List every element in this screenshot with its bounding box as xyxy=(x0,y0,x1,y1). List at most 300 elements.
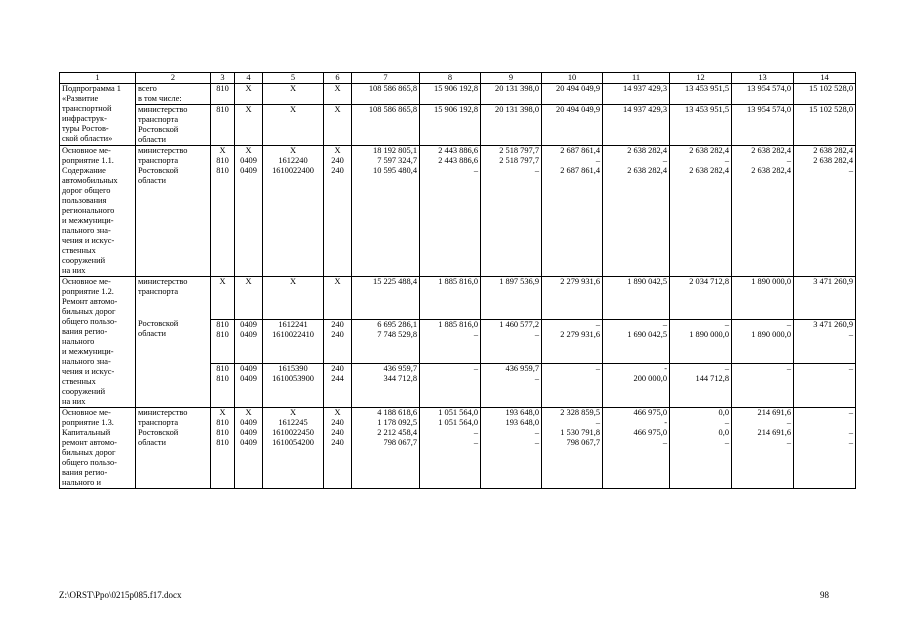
value-line: 2 279 931,6 xyxy=(560,329,600,339)
value-line: 0409 xyxy=(240,438,257,447)
value-cell-c8 xyxy=(420,277,481,320)
program-name-line: «Развитие xyxy=(62,94,99,103)
value-cell-c9 xyxy=(481,105,542,146)
value-line: X xyxy=(289,84,297,93)
program-name-line: и межмуници- xyxy=(62,347,114,356)
value-cell-c12 xyxy=(670,408,732,489)
table-row xyxy=(60,319,856,363)
value-line: 1610022410 xyxy=(272,329,314,339)
value-cell-c11 xyxy=(603,105,670,146)
value-line: 2 638 282,4 xyxy=(751,166,791,175)
value-cell-c10 xyxy=(542,363,603,407)
program-name-cell xyxy=(60,277,136,408)
value-line: X xyxy=(289,146,297,155)
value-cell-c7 xyxy=(352,146,420,277)
value-cell-c4 xyxy=(235,146,263,277)
value-line: 240 xyxy=(331,319,344,329)
value-line: 2 518 797,7 xyxy=(499,156,539,165)
value-line: 810 xyxy=(216,166,229,175)
footer-file-path: Z:\ORST\Ppo\0215p085.f17.docx xyxy=(59,590,182,600)
value-cell-c6 xyxy=(324,84,352,105)
value-line: 3 471 260,9 xyxy=(813,319,853,329)
executor-line: министерство xyxy=(138,105,188,114)
table-row xyxy=(60,84,856,105)
value-line: 2 638 282,4 xyxy=(813,156,853,165)
value-line: 20 494 049,9 xyxy=(556,105,600,114)
value-line: – xyxy=(473,166,478,175)
value-line: 20 131 398,0 xyxy=(495,105,539,114)
value-cell-c9 xyxy=(481,84,542,105)
value-line: 13 954 574,0 xyxy=(747,84,791,93)
value-line: – xyxy=(534,373,539,383)
value-line: 1 690 042,5 xyxy=(627,329,667,339)
column-header: 10 xyxy=(542,73,603,84)
value-cell-c12 xyxy=(670,319,732,363)
value-cell-c11 xyxy=(603,277,670,320)
value-line: 14 937 429,3 xyxy=(623,84,667,93)
value-cell-c10 xyxy=(542,84,603,105)
value-line: 108 586 865,8 xyxy=(368,84,417,93)
value-line: 1 885 816,0 xyxy=(438,319,478,329)
value-cell-c13 xyxy=(732,408,794,489)
value-line: 1615390 xyxy=(278,363,308,373)
value-line: 193 648,0 xyxy=(505,408,539,417)
value-line: 0409 xyxy=(240,418,257,427)
value-line: 2 279 931,6 xyxy=(560,277,600,286)
value-line: 1610022450 xyxy=(272,428,314,437)
value-line: X xyxy=(289,408,297,417)
value-line: 1 897 536,9 xyxy=(499,277,539,286)
value-line: 798 067,7 xyxy=(566,438,600,447)
value-line: 240 xyxy=(331,438,344,447)
value-cell-c3 xyxy=(211,277,235,320)
value-line: 15 102 528,0 xyxy=(809,105,853,114)
value-line: 1 890 000,0 xyxy=(751,277,791,286)
table-row xyxy=(60,146,856,277)
value-cell-c9 xyxy=(481,277,542,320)
value-cell-c14 xyxy=(794,363,856,407)
value-line: 15 225 488,4 xyxy=(373,277,417,286)
value-line: 2 443 886,6 xyxy=(438,156,478,165)
executor-line: Ростовской xyxy=(138,428,179,437)
value-line: 436 959,7 xyxy=(505,363,539,373)
value-cell-c9 xyxy=(481,319,542,363)
program-name-line: ственных xyxy=(62,246,96,255)
executor-cell xyxy=(136,84,211,105)
executor-line: транспорта xyxy=(138,156,179,165)
value-cell-c5 xyxy=(263,84,324,105)
value-line: 810 xyxy=(216,418,229,427)
value-line: 1610022400 xyxy=(272,166,314,175)
value-cell-c4 xyxy=(235,84,263,105)
program-name-line: туры Ростов- xyxy=(62,124,109,133)
value-cell-c3 xyxy=(211,84,235,105)
value-cell-c4 xyxy=(235,319,263,363)
value-line: – xyxy=(786,438,791,447)
value-line: – xyxy=(848,428,853,437)
value-cell-c13 xyxy=(732,363,794,407)
program-name-line: транспортной xyxy=(62,104,112,113)
value-line: X xyxy=(219,146,226,155)
program-name-line: общего пользо- xyxy=(62,458,117,467)
value-line: – xyxy=(473,438,478,447)
program-name-line: нального xyxy=(62,337,95,346)
value-line xyxy=(796,374,853,384)
value-cell-c12 xyxy=(670,146,732,277)
value-line: 1 885 816,0 xyxy=(438,277,478,286)
value-cell-c8 xyxy=(420,84,481,105)
value-cell-c8 xyxy=(420,146,481,277)
value-cell-c4 xyxy=(235,363,263,407)
executor-line: области xyxy=(138,176,166,185)
value-line: 240 xyxy=(331,418,344,427)
program-name-cell xyxy=(60,146,136,277)
value-line xyxy=(796,418,853,428)
value-line: 2 638 282,4 xyxy=(813,146,853,155)
program-name-line: общего пользо- xyxy=(62,317,117,326)
value-cell-c11 xyxy=(603,363,670,407)
value-line: 1612245 xyxy=(278,418,308,427)
page-number: 98 xyxy=(820,590,829,600)
value-line: 2 687 861,4 xyxy=(560,166,600,175)
value-line: 0409 xyxy=(240,363,257,373)
executor-line: транспорта xyxy=(138,115,179,124)
value-line xyxy=(544,374,600,384)
value-cell-c7 xyxy=(352,408,420,489)
value-cell-c12 xyxy=(670,105,732,146)
value-cell-c6 xyxy=(324,408,352,489)
program-name-line: на них xyxy=(62,397,86,406)
value-line: – xyxy=(724,418,729,427)
value-line: – xyxy=(473,363,478,373)
value-line: X xyxy=(245,277,252,286)
value-line: – xyxy=(848,363,853,373)
value-line: 810 xyxy=(216,438,229,447)
column-header: 4 xyxy=(235,73,263,84)
value-line: – xyxy=(473,329,478,339)
value-line: 13 453 951,5 xyxy=(685,84,729,93)
value-line xyxy=(734,374,791,384)
program-name-line: роприятие 1.3. xyxy=(62,418,114,427)
executor-line: области xyxy=(138,135,166,144)
value-line: – xyxy=(595,156,600,165)
executor-line: Ростовской xyxy=(138,166,179,175)
value-line: 1 890 042,5 xyxy=(627,277,667,286)
value-line: 1610053900 xyxy=(272,373,314,383)
value-line: 240 xyxy=(331,428,344,437)
value-line: 466 975,0 xyxy=(633,408,667,417)
value-line: 1 178 092,5 xyxy=(377,418,417,427)
value-line: – xyxy=(848,438,853,447)
budget-table xyxy=(59,72,856,489)
value-line: 13 954 574,0 xyxy=(747,105,791,114)
executor-line: всего xyxy=(138,84,157,93)
value-cell-c13 xyxy=(732,319,794,363)
value-line: 466 975,0 xyxy=(633,428,667,437)
column-header: 6 xyxy=(324,73,352,84)
value-line: 2 212 458,4 xyxy=(377,428,417,437)
value-line: 20 131 398,0 xyxy=(495,84,539,93)
value-cell-c11 xyxy=(603,319,670,363)
value-cell-c7 xyxy=(352,277,420,320)
program-name-line: автомобильных xyxy=(62,176,118,185)
value-line: 7 748 529,8 xyxy=(377,329,417,339)
value-cell-c14 xyxy=(794,146,856,277)
value-line: 2 638 282,4 xyxy=(751,146,791,155)
executor-line: области xyxy=(138,329,166,339)
value-line: – xyxy=(595,363,600,373)
value-cell-c8 xyxy=(420,363,481,407)
program-name-line: Основное ме- xyxy=(62,146,111,155)
value-cell-c14 xyxy=(794,105,856,146)
value-line: – xyxy=(534,166,539,175)
value-line: 810 xyxy=(216,329,229,339)
executor-cell xyxy=(136,363,211,407)
value-line: 2 034 712,8 xyxy=(689,277,729,286)
value-cell-c5 xyxy=(263,277,324,320)
value-cell-c11 xyxy=(603,146,670,277)
executor-cell xyxy=(136,277,211,320)
value-line: – xyxy=(786,319,791,329)
value-line: X xyxy=(334,84,341,93)
program-name-line: ской области» xyxy=(62,134,113,143)
executor-cell xyxy=(136,146,211,277)
program-name-line: чения и искус- xyxy=(62,367,115,376)
value-cell-c14 xyxy=(794,319,856,363)
value-line: 810 xyxy=(216,156,229,165)
value-cell-c12 xyxy=(670,277,732,320)
value-cell-c6 xyxy=(324,277,352,320)
program-name-line: роприятие 1.1. xyxy=(62,156,114,165)
value-cell-c9 xyxy=(481,363,542,407)
value-line: 214 691,6 xyxy=(757,408,791,417)
program-name-line: регионального xyxy=(62,206,115,215)
value-cell-c3 xyxy=(211,319,235,363)
program-name-line: пользования xyxy=(62,196,107,205)
program-name-line: бильных дорог xyxy=(62,307,116,316)
executor-cell xyxy=(136,408,211,489)
value-cell-c7 xyxy=(352,105,420,146)
value-line: 0409 xyxy=(240,319,257,329)
value-line: 2 328 859,5 xyxy=(560,408,600,417)
column-header: 2 xyxy=(136,73,211,84)
value-line: - xyxy=(664,418,667,427)
program-name-line: на них xyxy=(62,266,86,275)
executor-line: в том числе: xyxy=(138,94,182,103)
program-name-cell xyxy=(60,408,136,489)
value-cell-c10 xyxy=(542,146,603,277)
program-name-line: чения и искус- xyxy=(62,236,115,245)
program-name-line: пального зна- xyxy=(62,226,111,235)
program-name-line: Капитальный xyxy=(62,428,111,437)
value-line: X xyxy=(334,277,341,286)
value-line: 4 188 618,6 xyxy=(377,408,417,417)
value-line: 810 xyxy=(216,84,229,93)
value-line: 0,0 xyxy=(718,408,729,417)
value-cell-c10 xyxy=(542,319,603,363)
value-line: 244 xyxy=(331,373,344,383)
value-cell-c5 xyxy=(263,408,324,489)
value-line: 1610054200 xyxy=(272,438,314,447)
value-line: 0,0 xyxy=(718,428,729,437)
value-line: X xyxy=(334,408,341,417)
value-cell-c11 xyxy=(603,408,670,489)
value-line: 2 518 797,7 xyxy=(499,146,539,155)
value-line: 344 712,8 xyxy=(383,373,417,383)
table-row xyxy=(60,277,856,320)
value-line: 0409 xyxy=(240,428,257,437)
value-line: 2 687 861,4 xyxy=(560,146,600,155)
program-name-line: бильных дорог xyxy=(62,448,116,457)
value-cell-c10 xyxy=(542,277,603,320)
value-line: 200 000,0 xyxy=(633,373,667,383)
value-cell-c5 xyxy=(263,146,324,277)
value-line: 18 192 805,1 xyxy=(373,146,417,155)
value-cell-c10 xyxy=(542,408,603,489)
column-header: 7 xyxy=(352,73,420,84)
value-cell-c7 xyxy=(352,84,420,105)
value-line: – xyxy=(473,428,478,437)
executor-line: Ростовской xyxy=(138,125,179,134)
executor-cell xyxy=(136,319,211,363)
value-line: 810 xyxy=(216,319,229,329)
program-name-line: сооружений xyxy=(62,387,106,396)
program-name-line: ственных xyxy=(62,377,96,386)
value-line: – xyxy=(662,156,667,165)
value-line: X xyxy=(219,408,226,417)
value-line: – xyxy=(662,438,667,447)
program-name-line: вания регио- xyxy=(62,327,108,336)
value-cell-c13 xyxy=(732,146,794,277)
value-line: 240 xyxy=(331,166,344,175)
value-line: 10 595 480,4 xyxy=(373,166,417,175)
value-line: 240 xyxy=(331,329,344,339)
value-cell-c6 xyxy=(324,363,352,407)
value-line: 2 443 886,6 xyxy=(438,146,478,155)
value-cell-c8 xyxy=(420,105,481,146)
program-name-line: вания регио- xyxy=(62,468,108,477)
column-header: 8 xyxy=(420,73,481,84)
executor-line: министерство xyxy=(138,146,188,155)
value-line: 108 586 865,8 xyxy=(368,105,417,114)
value-cell-c3 xyxy=(211,408,235,489)
value-line: 240 xyxy=(331,156,344,165)
value-line: 0409 xyxy=(240,156,257,165)
value-line: 6 695 286,1 xyxy=(377,319,417,329)
value-cell-c13 xyxy=(732,105,794,146)
value-line: X xyxy=(289,105,297,114)
value-cell-c5 xyxy=(263,105,324,146)
program-name-line: и межмуници- xyxy=(62,216,114,225)
value-line: - xyxy=(664,363,667,373)
value-line: X xyxy=(245,408,252,417)
value-line: 436 959,7 xyxy=(383,363,417,373)
value-cell-c12 xyxy=(670,84,732,105)
value-line: 214 691,6 xyxy=(757,428,791,437)
value-cell-c13 xyxy=(732,277,794,320)
table-row xyxy=(60,105,856,146)
value-line: 15 102 528,0 xyxy=(809,84,853,93)
value-line: 1 460 577,2 xyxy=(499,319,539,329)
value-cell-c6 xyxy=(324,319,352,363)
executor-line: министерство xyxy=(138,408,188,417)
program-name-line: Основное ме- xyxy=(62,408,111,417)
value-line: – xyxy=(848,408,853,417)
value-line: 0409 xyxy=(240,329,257,339)
column-header: 14 xyxy=(794,73,856,84)
value-cell-c4 xyxy=(235,277,263,320)
value-line: X xyxy=(334,105,341,114)
value-cell-c11 xyxy=(603,84,670,105)
program-name-line: Ремонт автомо- xyxy=(62,297,118,306)
executor-line: министерство xyxy=(138,277,188,286)
value-line: – xyxy=(534,428,539,437)
value-line: 810 xyxy=(216,428,229,437)
value-cell-c3 xyxy=(211,105,235,146)
value-cell-c7 xyxy=(352,363,420,407)
value-line: – xyxy=(595,319,600,329)
value-line: – xyxy=(848,329,853,339)
value-line: 798 067,7 xyxy=(383,438,417,447)
value-line: 13 453 951,5 xyxy=(685,105,729,114)
value-line: 810 xyxy=(216,373,229,383)
value-line: 240 xyxy=(331,363,344,373)
value-line: – xyxy=(786,156,791,165)
table-row xyxy=(60,363,856,407)
value-line: – xyxy=(534,329,539,339)
table-row xyxy=(60,408,856,489)
column-header: 9 xyxy=(481,73,542,84)
value-cell-c13 xyxy=(732,84,794,105)
value-cell-c9 xyxy=(481,408,542,489)
value-line: 20 494 049,9 xyxy=(556,84,600,93)
value-cell-c6 xyxy=(324,105,352,146)
value-line: 1 890 000,0 xyxy=(751,329,791,339)
value-line: 14 937 429,3 xyxy=(623,105,667,114)
program-name-cell xyxy=(60,84,136,146)
value-line: – xyxy=(848,166,853,175)
program-name-line: нального и xyxy=(62,478,101,487)
value-line: 1 051 564,0 xyxy=(438,408,478,417)
value-line: 2 638 282,4 xyxy=(627,166,667,175)
value-line: 1 890 000,0 xyxy=(689,329,729,339)
value-line: – xyxy=(662,319,667,329)
program-name-line: Основное ме- xyxy=(62,277,111,286)
value-line: 1612240 xyxy=(278,156,308,165)
value-line: 193 648,0 xyxy=(505,418,539,427)
value-line: – xyxy=(786,363,791,373)
value-line: 1 530 791,8 xyxy=(560,428,600,437)
value-line: 2 638 282,4 xyxy=(689,166,729,175)
value-cell-c7 xyxy=(352,319,420,363)
column-header: 13 xyxy=(732,73,794,84)
value-line: 2 638 282,4 xyxy=(689,146,729,155)
executor-line: области xyxy=(138,438,166,447)
value-cell-c4 xyxy=(235,105,263,146)
value-line: 7 597 324,7 xyxy=(377,156,417,165)
value-cell-c14 xyxy=(794,408,856,489)
value-cell-c9 xyxy=(481,146,542,277)
executor-line: Ростовской xyxy=(138,319,179,329)
value-line: 810 xyxy=(216,363,229,373)
value-line: 3 471 260,9 xyxy=(813,277,853,286)
value-line: 15 906 192,8 xyxy=(434,84,478,93)
program-name-line: Подпрограмма 1 xyxy=(62,84,121,93)
value-line: 1 051 564,0 xyxy=(438,418,478,427)
program-name-line: нального зна- xyxy=(62,357,111,366)
value-line: – xyxy=(534,438,539,447)
column-header: 3 xyxy=(211,73,235,84)
